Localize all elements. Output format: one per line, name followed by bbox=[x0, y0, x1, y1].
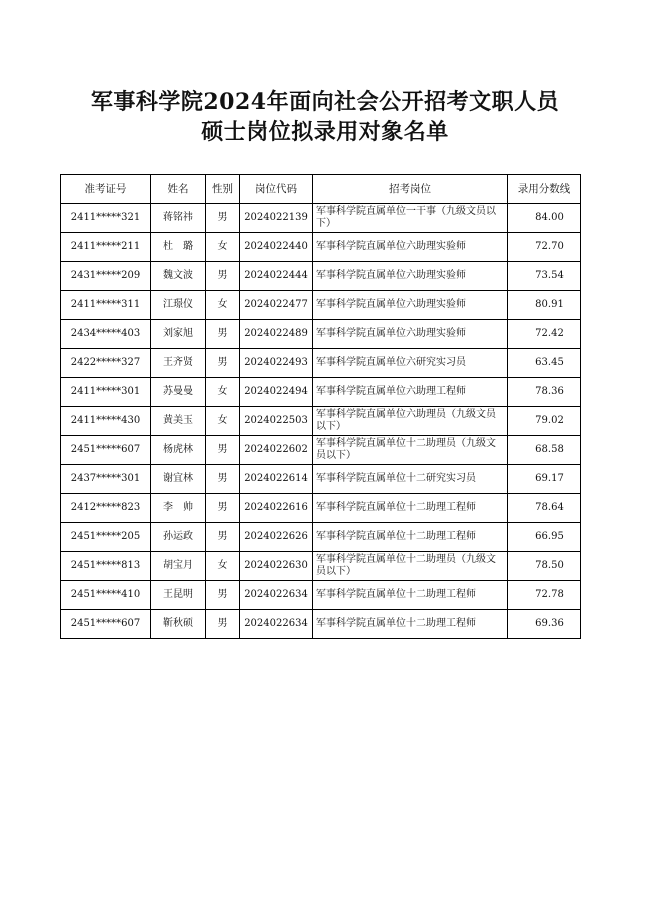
cell-name: 孙运政 bbox=[151, 523, 206, 552]
candidates-table bbox=[60, 174, 581, 639]
cell-code: 2024022634 bbox=[240, 581, 313, 610]
header-code: 岗位代码 bbox=[240, 175, 313, 204]
cell-exam-id: 2411*****321 bbox=[61, 204, 151, 233]
header-gender: 性别 bbox=[206, 175, 240, 204]
cell-position: 军事科学院直属单位十二助理工程师 bbox=[313, 581, 508, 610]
cell-score: 78.36 bbox=[508, 378, 581, 407]
cell-gender: 男 bbox=[206, 610, 240, 639]
cell-code: 2024022139 bbox=[240, 204, 313, 233]
cell-code: 2024022489 bbox=[240, 320, 313, 349]
cell-exam-id: 2437*****301 bbox=[61, 465, 151, 494]
cell-gender: 男 bbox=[206, 349, 240, 378]
table-row bbox=[61, 581, 581, 610]
cell-name: 李 帅 bbox=[151, 494, 206, 523]
cell-code: 2024022494 bbox=[240, 378, 313, 407]
cell-gender: 男 bbox=[206, 581, 240, 610]
cell-score: 78.50 bbox=[508, 552, 581, 581]
cell-name: 王昆明 bbox=[151, 581, 206, 610]
cell-gender: 男 bbox=[206, 262, 240, 291]
cell-name: 黄美玉 bbox=[151, 407, 206, 436]
table-row bbox=[61, 233, 581, 262]
cell-name: 杜 璐 bbox=[151, 233, 206, 262]
header-name: 姓名 bbox=[151, 175, 206, 204]
cell-exam-id: 2434*****403 bbox=[61, 320, 151, 349]
cell-gender: 男 bbox=[206, 436, 240, 465]
cell-gender: 男 bbox=[206, 320, 240, 349]
cell-code: 2024022626 bbox=[240, 523, 313, 552]
cell-score: 79.02 bbox=[508, 407, 581, 436]
cell-position: 军事科学院直属单位六助理实验师 bbox=[313, 262, 508, 291]
cell-score: 66.95 bbox=[508, 523, 581, 552]
cell-position: 军事科学院直属单位十二助理工程师 bbox=[313, 523, 508, 552]
cell-score: 69.17 bbox=[508, 465, 581, 494]
table-row bbox=[61, 523, 581, 552]
cell-name: 胡宝月 bbox=[151, 552, 206, 581]
cell-code: 2024022614 bbox=[240, 465, 313, 494]
cell-name: 蒋铭祎 bbox=[151, 204, 206, 233]
cell-score: 73.54 bbox=[508, 262, 581, 291]
table-row bbox=[61, 262, 581, 291]
cell-score: 68.58 bbox=[508, 436, 581, 465]
cell-position: 军事科学院直属单位十二助理员（九级文员以下） bbox=[313, 436, 508, 465]
cell-code: 2024022493 bbox=[240, 349, 313, 378]
cell-gender: 女 bbox=[206, 407, 240, 436]
cell-exam-id: 2411*****311 bbox=[61, 291, 151, 320]
page-title: 军事科学院2024年面向社会公开招考文职人员 bbox=[90, 89, 560, 115]
cell-code: 2024022616 bbox=[240, 494, 313, 523]
cell-position: 军事科学院直属单位十二研究实习员 bbox=[313, 465, 508, 494]
cell-code: 2024022634 bbox=[240, 610, 313, 639]
cell-gender: 男 bbox=[206, 523, 240, 552]
cell-exam-id: 2431*****209 bbox=[61, 262, 151, 291]
cell-exam-id: 2412*****823 bbox=[61, 494, 151, 523]
cell-name: 杨虎林 bbox=[151, 436, 206, 465]
table-row bbox=[61, 204, 581, 233]
cell-position: 军事科学院直属单位十二助理员（九级文员以下） bbox=[313, 552, 508, 581]
cell-name: 苏曼曼 bbox=[151, 378, 206, 407]
cell-code: 2024022602 bbox=[240, 436, 313, 465]
cell-name: 刘家旭 bbox=[151, 320, 206, 349]
cell-exam-id: 2422*****327 bbox=[61, 349, 151, 378]
cell-exam-id: 2411*****430 bbox=[61, 407, 151, 436]
header-score: 录用分数线 bbox=[508, 175, 581, 204]
cell-gender: 男 bbox=[206, 204, 240, 233]
table-row bbox=[61, 407, 581, 436]
cell-exam-id: 2451*****813 bbox=[61, 552, 151, 581]
cell-position: 军事科学院直属单位十二助理工程师 bbox=[313, 610, 508, 639]
table-row bbox=[61, 291, 581, 320]
header-position: 招考岗位 bbox=[313, 175, 508, 204]
cell-gender: 女 bbox=[206, 291, 240, 320]
cell-gender: 女 bbox=[206, 233, 240, 262]
table-row bbox=[61, 349, 581, 378]
cell-code: 2024022477 bbox=[240, 291, 313, 320]
cell-position: 军事科学院直属单位六助理工程师 bbox=[313, 378, 508, 407]
cell-code: 2024022630 bbox=[240, 552, 313, 581]
table-row bbox=[61, 436, 581, 465]
cell-exam-id: 2411*****301 bbox=[61, 378, 151, 407]
cell-code: 2024022503 bbox=[240, 407, 313, 436]
cell-position: 军事科学院直属单位六助理员（九级文员以下） bbox=[313, 407, 508, 436]
cell-exam-id: 2451*****607 bbox=[61, 610, 151, 639]
cell-score: 69.36 bbox=[508, 610, 581, 639]
cell-score: 72.70 bbox=[508, 233, 581, 262]
cell-gender: 女 bbox=[206, 552, 240, 581]
table-row bbox=[61, 552, 581, 581]
cell-position: 军事科学院直属单位六助理实验师 bbox=[313, 291, 508, 320]
cell-gender: 男 bbox=[206, 494, 240, 523]
cell-gender: 男 bbox=[206, 465, 240, 494]
cell-gender: 女 bbox=[206, 378, 240, 407]
cell-position: 军事科学院直属单位一干事（九级文员以下） bbox=[313, 204, 508, 233]
cell-position: 军事科学院直属单位六助理实验师 bbox=[313, 320, 508, 349]
header-exam-id: 准考证号 bbox=[61, 175, 151, 204]
cell-name: 王齐贤 bbox=[151, 349, 206, 378]
cell-code: 2024022444 bbox=[240, 262, 313, 291]
cell-score: 78.64 bbox=[508, 494, 581, 523]
cell-score: 84.00 bbox=[508, 204, 581, 233]
cell-exam-id: 2451*****607 bbox=[61, 436, 151, 465]
cell-score: 80.91 bbox=[508, 291, 581, 320]
cell-name: 魏文波 bbox=[151, 262, 206, 291]
cell-exam-id: 2451*****410 bbox=[61, 581, 151, 610]
cell-score: 63.45 bbox=[508, 349, 581, 378]
cell-score: 72.42 bbox=[508, 320, 581, 349]
table-header-row bbox=[61, 175, 581, 204]
cell-name: 江璟仪 bbox=[151, 291, 206, 320]
cell-position: 军事科学院直属单位六助理实验师 bbox=[313, 233, 508, 262]
cell-name: 靳秋硕 bbox=[151, 610, 206, 639]
cell-exam-id: 2451*****205 bbox=[61, 523, 151, 552]
table-row bbox=[61, 378, 581, 407]
cell-position: 军事科学院直属单位十二助理工程师 bbox=[313, 494, 508, 523]
cell-code: 2024022440 bbox=[240, 233, 313, 262]
page-subtitle: 硕士岗位拟录用对象名单 bbox=[201, 119, 449, 145]
table-row bbox=[61, 465, 581, 494]
table-row bbox=[61, 320, 581, 349]
cell-score: 72.78 bbox=[508, 581, 581, 610]
table-row bbox=[61, 494, 581, 523]
table-row bbox=[61, 610, 581, 639]
cell-exam-id: 2411*****211 bbox=[61, 233, 151, 262]
cell-position: 军事科学院直属单位六研究实习员 bbox=[313, 349, 508, 378]
cell-name: 谢宜林 bbox=[151, 465, 206, 494]
